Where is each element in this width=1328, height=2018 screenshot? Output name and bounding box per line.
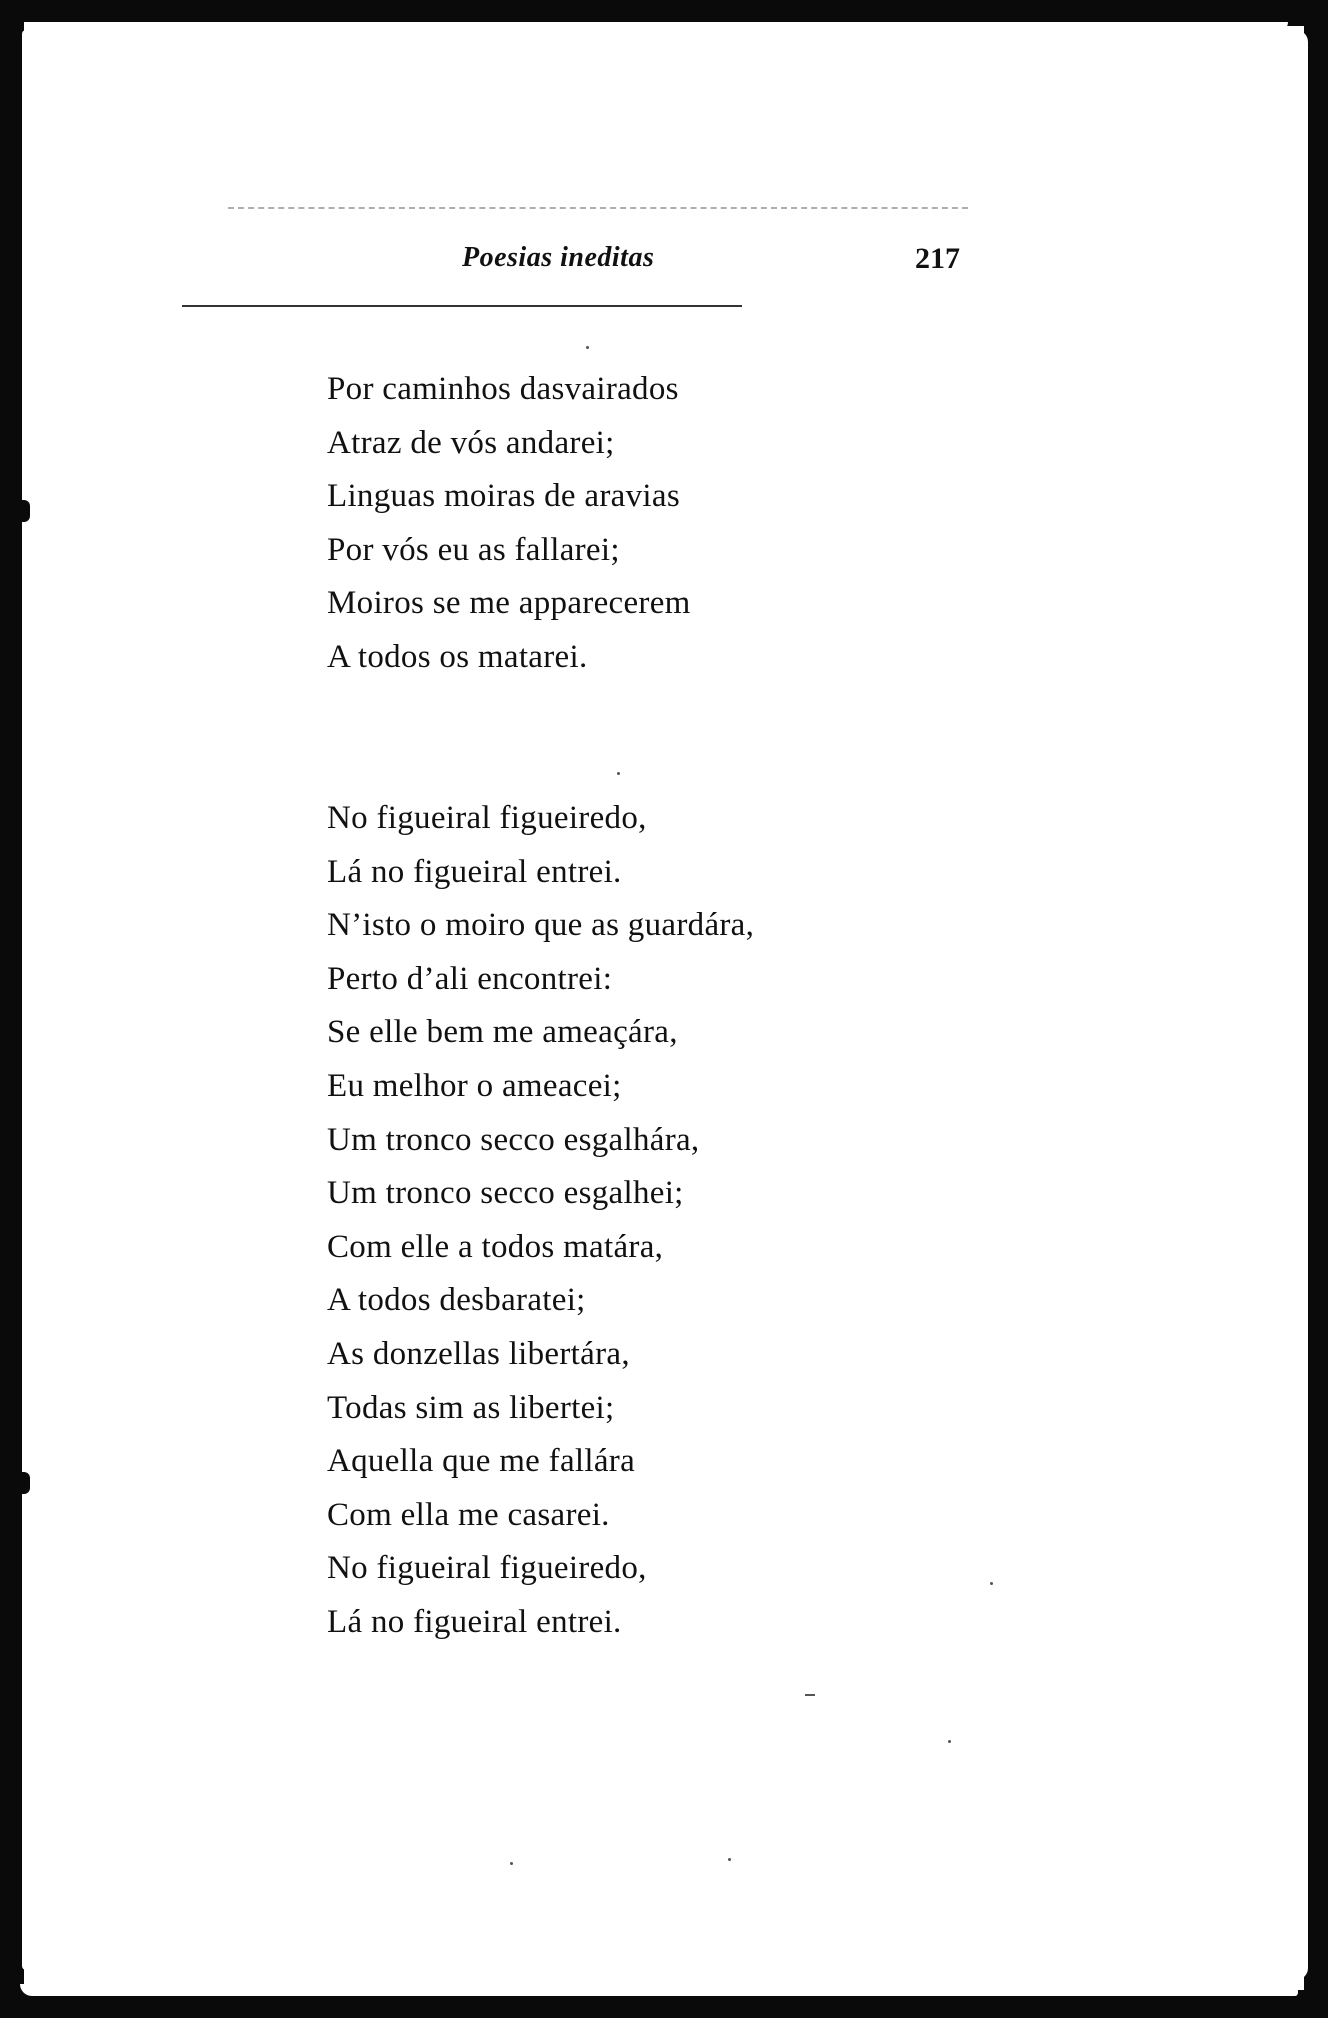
verse-line: Linguas moiras de aravias [327,478,680,515]
scan-speck [948,1740,951,1743]
verse-line: Com ella me casarei. [327,1496,610,1533]
verse-line: No figueiral figueiredo, [327,800,647,836]
verse-line: Se elle bem me ameaçára, [327,1014,678,1051]
verse-line: Eu melhor o ameacei; [327,1067,622,1104]
verse-line: Perto d’ali encontrei: [327,960,613,997]
scan-border-right [1304,0,1328,2018]
verse-line: Um tronco secco esgalhára, [327,1121,700,1158]
scan-border-top [0,0,1328,26]
verse-line: A todos desbaratei; [327,1282,586,1319]
page-number: 217 [915,242,960,275]
verse-line: Todas sim as libertei; [327,1389,615,1426]
verse-line: A todos os matarei. [327,638,588,675]
verse-line: Por vós eu as fallarei; [327,531,620,568]
verse-line: Atraz de vós andarei; [327,424,615,461]
scan-border-left [0,0,24,2018]
verse-line: Um tronco secco esgalhei; [327,1175,684,1212]
running-head [440,236,960,280]
scan-speck [617,772,620,775]
scan-speck [586,346,589,349]
running-title: Poesias ineditas [462,242,655,273]
scan-speck [510,1862,513,1865]
scan-notch [20,1472,30,1494]
scan-speck [990,1582,993,1585]
verse-line: Lá no figueiral entrei. [327,1603,622,1640]
verse-line: As donzellas libertára, [327,1335,630,1372]
scan-speck [805,1694,815,1696]
verse-line: Moiros se me apparecerem [327,585,691,622]
scan-border-bottom [0,1990,1328,2018]
scan-notch [20,500,30,522]
verse-line: N’isto o moiro que as guardára, [327,907,755,944]
verse-line: No figueiral figueiredo, [327,1550,647,1587]
scan-speck [728,1858,731,1861]
stanza-1 [327,363,691,685]
verse-line: Aquella que me fallára [327,1443,636,1480]
header-top-rule [228,207,968,209]
verse-line: Com elle a todos matára, [327,1228,664,1265]
verse-line: Por caminhos dasvairados [327,371,679,407]
stanza-2 [327,792,754,1650]
verse-line: Lá no figueiral entrei. [327,853,622,890]
header-bottom-rule [182,305,742,307]
